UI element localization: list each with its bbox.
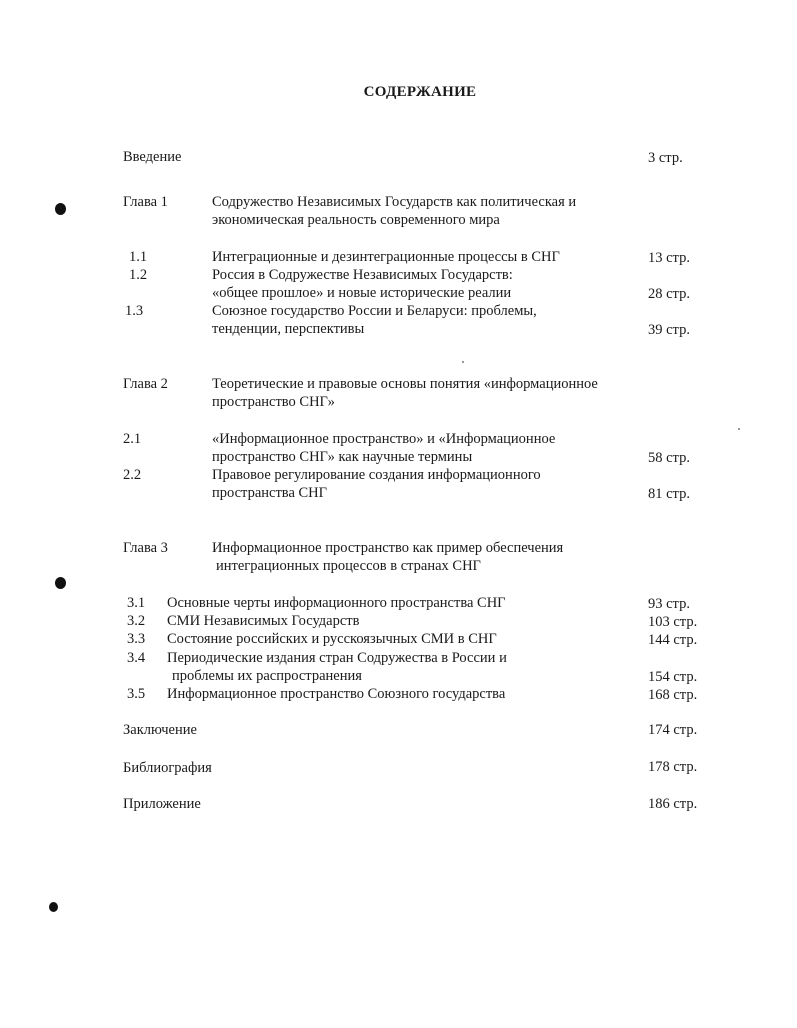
section-number: 1.3 xyxy=(125,303,144,319)
section-title: «Информационное пространство» и «Информационное xyxy=(212,431,556,447)
section-number: 1.2 xyxy=(129,267,148,283)
section-title: СМИ Независимых Государств xyxy=(167,613,360,629)
section-number: 3.1 xyxy=(127,595,146,611)
punch-hole-mark xyxy=(55,203,66,215)
section-title: Россия в Содружестве Независимых Государств: xyxy=(212,267,513,283)
section-page: 93 стр. xyxy=(648,596,690,612)
section-page: 13 стр. xyxy=(648,250,690,266)
section-page: 168 стр. xyxy=(648,687,698,703)
section-number: 2.2 xyxy=(123,467,142,483)
section-title: тенденции, перспективы xyxy=(212,321,365,337)
chapter-1-label: Глава 1 xyxy=(123,194,168,210)
toc-appendix-page: 186 стр. xyxy=(648,796,698,812)
chapter-2-title: пространство СНГ» xyxy=(212,394,335,410)
section-title: «общее прошлое» и новые исторические реалии xyxy=(212,285,512,301)
toc-conclusion-label: Заключение xyxy=(123,722,197,738)
section-number: 3.3 xyxy=(127,631,146,647)
section-page: 39 стр. xyxy=(648,322,690,338)
section-page: 28 стр. xyxy=(648,286,690,302)
section-page: 154 стр. xyxy=(648,669,698,685)
toc-intro-label: Введение xyxy=(123,149,182,165)
section-title: Состояние российских и русскоязычных СМИ в СНГ xyxy=(167,631,497,647)
section-number: 1.1 xyxy=(129,249,148,265)
toc-bibliography-label: Библиография xyxy=(123,760,212,776)
toc-appendix-label: Приложение xyxy=(123,796,201,812)
scan-speck xyxy=(738,428,740,430)
section-page: 58 стр. xyxy=(648,450,690,466)
section-title: Информационное пространство Союзного государства xyxy=(167,686,506,702)
chapter-2-title: Теоретические и правовые основы понятия «информационное xyxy=(212,376,598,392)
section-number: 3.5 xyxy=(127,686,146,702)
section-number: 3.4 xyxy=(127,650,146,666)
section-title: Интеграционные и дезинтеграционные процессы в СНГ xyxy=(212,249,560,265)
section-title: пространства СНГ xyxy=(212,485,328,501)
section-page: 144 стр. xyxy=(648,632,698,648)
section-title: проблемы их распространения xyxy=(172,668,362,684)
chapter-1-title: Содружество Независимых Государств как политическая и xyxy=(212,194,577,210)
chapter-3-title: Информационное пространство как пример обеспечения xyxy=(212,540,564,556)
punch-hole-mark xyxy=(49,902,58,912)
chapter-3-label: Глава 3 xyxy=(123,540,168,556)
toc-conclusion-page: 174 стр. xyxy=(648,722,698,738)
section-page: 81 стр. xyxy=(648,486,690,502)
chapter-2-label: Глава 2 xyxy=(123,376,168,392)
section-title: Правовое регулирование создания информационного xyxy=(212,467,541,483)
section-title: Союзное государство России и Беларуси: проблемы, xyxy=(212,303,537,319)
toc-intro-page: 3 стр. xyxy=(648,150,683,166)
section-title: Периодические издания стран Содружества в России и xyxy=(167,650,507,666)
section-title: Основные черты информационного пространства СНГ xyxy=(167,595,506,611)
chapter-1-title: экономическая реальность современного мира xyxy=(212,212,500,228)
chapter-3-title: интеграционных процессов в странах СНГ xyxy=(216,558,481,574)
section-page: 103 стр. xyxy=(648,614,698,630)
punch-hole-mark xyxy=(55,577,66,589)
toc-bibliography-page: 178 стр. xyxy=(648,759,698,775)
section-number: 3.2 xyxy=(127,613,146,629)
section-number: 2.1 xyxy=(123,431,142,447)
page-title: СОДЕРЖАНИЕ xyxy=(363,84,477,100)
scan-speck xyxy=(462,361,464,363)
section-title: пространство СНГ» как научные термины xyxy=(212,449,473,465)
